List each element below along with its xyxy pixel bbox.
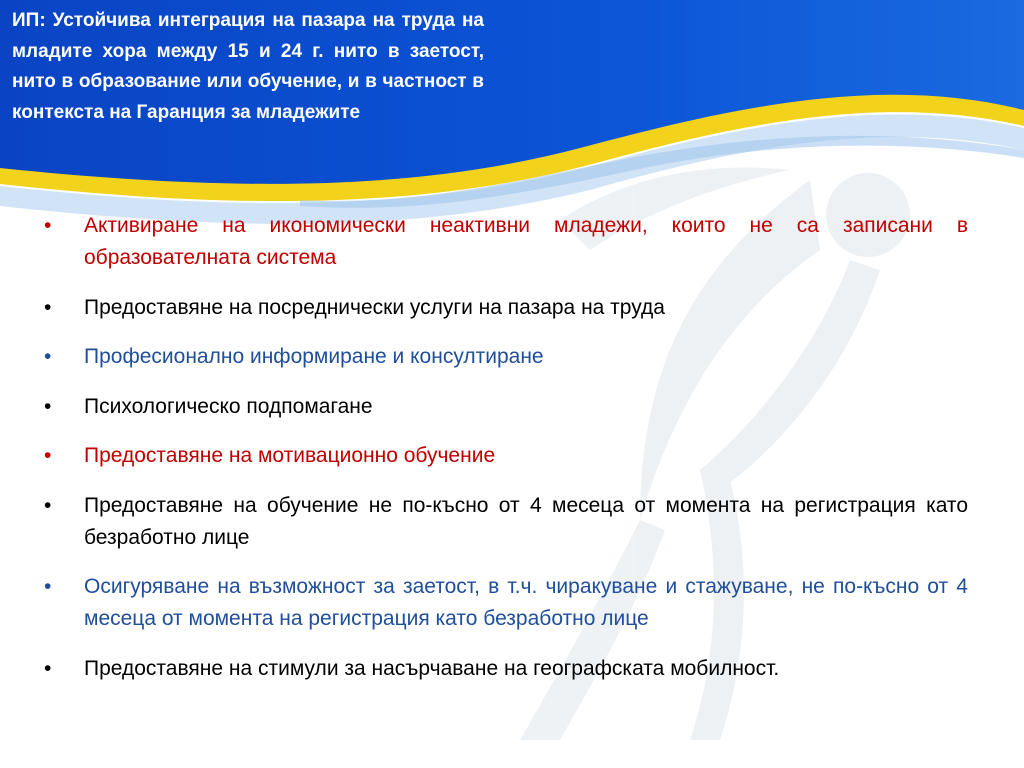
bullet-text: Психологическо подпомагане xyxy=(84,394,373,418)
slide-title: ИП: Устойчива интеграция на пазара на труда на младите хора между 15 и 24 г. нито в заетост, нито в образование или обучение, и в частност в контекста на Гаранция за младежите xyxy=(12,10,484,123)
bullet-text: Осигуряване на възможност за заетост, в т.ч. чиракуване и стажуване, не по-късно от 4 месеца от момента на регистрация като безработно лице xyxy=(84,575,968,630)
list-item xyxy=(36,341,968,373)
list-item xyxy=(36,571,968,635)
bullet-text: Предоставяне на посреднически услуги на пазара на труда xyxy=(84,295,665,319)
bullet-icon: • xyxy=(44,214,52,237)
bullet-text: Активиране на икономически неактивни младежи, които не са записани в образователната система xyxy=(84,214,968,269)
list-item xyxy=(36,440,968,472)
bullet-icon: • xyxy=(44,656,52,680)
bullet-icon: • xyxy=(44,444,52,467)
list-item xyxy=(36,653,968,685)
bullet-icon: • xyxy=(44,493,52,517)
bullet-text: Предоставяне на стимули за насърчаване на географската мобилност. xyxy=(84,656,780,680)
bullet-text: Професионално информиране и консултиране xyxy=(84,345,544,368)
bullet-icon: • xyxy=(44,295,52,319)
list-item xyxy=(36,490,968,554)
list-item xyxy=(36,292,968,324)
bullet-text: Предоставяне на мотивационно обучение xyxy=(84,444,496,467)
bullet-icon: • xyxy=(44,575,52,598)
list-item xyxy=(36,210,968,274)
bullet-icon: • xyxy=(44,345,52,368)
bullet-list xyxy=(36,210,968,702)
bullet-icon: • xyxy=(44,394,52,418)
list-item xyxy=(36,391,968,423)
bullet-text: Предоставяне на обучение не по-късно от 4 месеца от момента на регистрация като безработно лице xyxy=(84,493,968,549)
